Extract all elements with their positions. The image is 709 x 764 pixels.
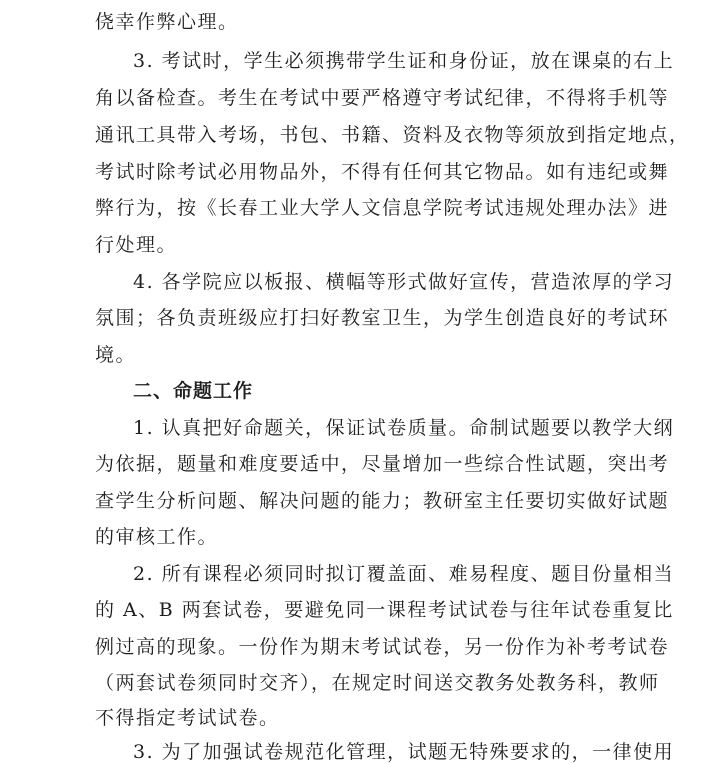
text-line: 的审核工作。 <box>95 526 219 548</box>
text-line: 通讯工具带入考场，书包、书籍、资料及衣物等须放到指定地点， <box>95 124 690 146</box>
text-line: 氛围；各负责班级应打扫好教室卫生，为学生创造良好的考试环 <box>95 307 670 329</box>
text-line: 考试时除考试必用物品外，不得有任何其它物品。如有违纪或舞 <box>95 161 670 183</box>
text-line: 2. 所有课程必须同时拟订覆盖面、难易程度、题目份量相当 <box>133 563 675 585</box>
text-line: 4. 各学院应以板报、横幅等形式做好宣传，营造浓厚的学习 <box>133 271 675 293</box>
text-line: 侥幸作弊心理。 <box>95 11 239 33</box>
text-line: 3. 为了加强试卷规范化管理，试题无特殊要求的，一律使用 <box>133 741 675 763</box>
text-line: 1. 认真把好命题关，保证试卷质量。命制试题要以教学大纲 <box>133 417 675 439</box>
text-line: 弊行为，按《长春工业大学人文信息学院考试违规处理办法》进 <box>95 197 670 219</box>
text-line: （两套试卷须同时交齐），在规定时间送交教务处教务科，教师 <box>95 672 660 694</box>
text-line: 角以备检查。考生在考试中要严格遵守考试纪律，不得将手机等 <box>95 87 670 109</box>
text-line: 的 A、B 两套试卷，要避免同一课程考试试卷与往年试卷重复比 <box>95 599 674 621</box>
text-line: 行处理。 <box>95 234 178 256</box>
text-line: 3. 考试时，学生必须携带学生证和身份证，放在课桌的右上 <box>133 50 675 72</box>
text-line: 为依据，题量和难度要适中，尽量增加一些综合性试题，突出考 <box>95 453 670 475</box>
text-line: 查学生分析问题、解决问题的能力；教研室主任要切实做好试题 <box>95 490 670 512</box>
text-line: 不得指定考试试卷。 <box>95 707 280 729</box>
text-line: 例过高的现象。一份作为期末考试试卷，另一份作为补考考试卷 <box>95 636 670 658</box>
text-line: 境。 <box>95 344 137 366</box>
section-heading: 二、命题工作 <box>133 380 254 402</box>
